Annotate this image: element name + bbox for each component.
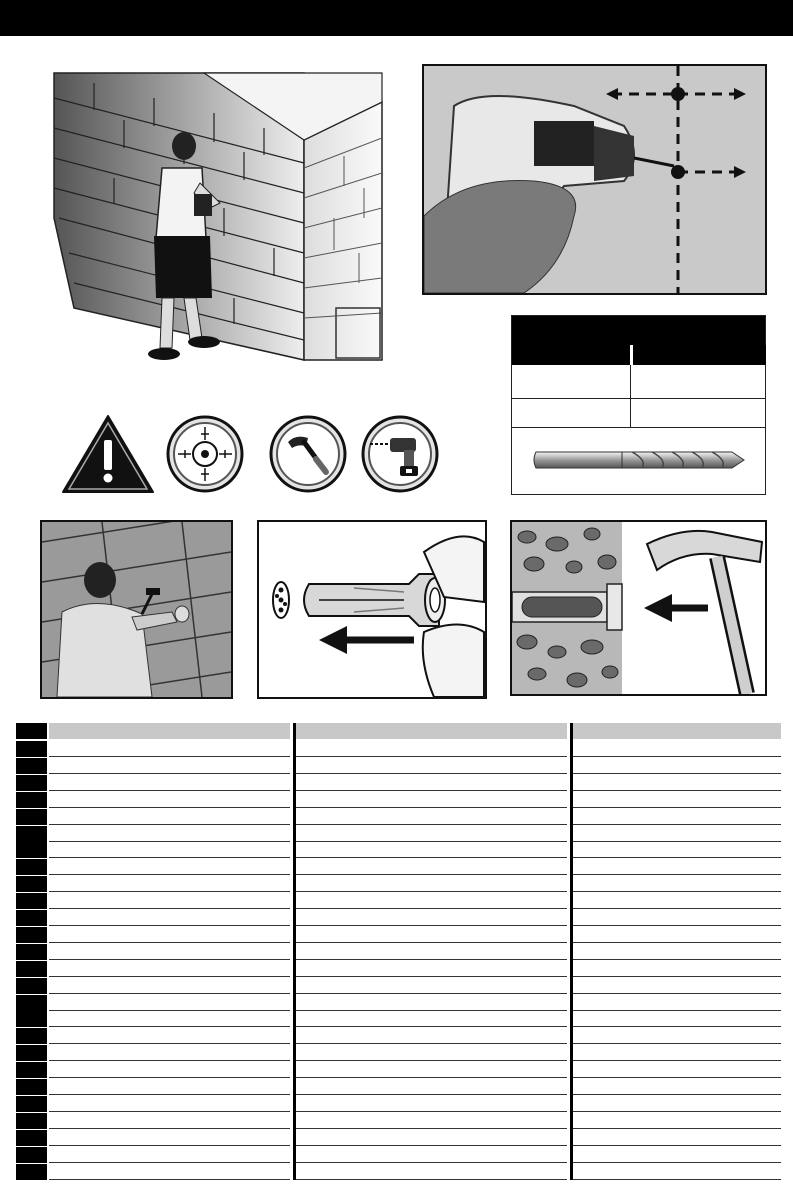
spec-column-header-2 — [633, 345, 766, 365]
part-number — [16, 1113, 47, 1129]
drill-spec-table — [511, 315, 766, 495]
table-row — [16, 1062, 781, 1079]
part-number — [16, 826, 47, 842]
spec-cell — [631, 371, 765, 399]
part-cell — [296, 842, 567, 858]
part-cell — [573, 1096, 781, 1112]
part-cell — [296, 1096, 567, 1112]
level-target-icon — [165, 414, 245, 494]
part-cell — [573, 961, 781, 977]
table-row — [16, 1028, 781, 1045]
part-cell — [296, 1113, 567, 1129]
part-cell — [573, 826, 781, 842]
part-cell — [296, 1028, 567, 1044]
table-row — [16, 1079, 781, 1096]
part-cell — [49, 1130, 290, 1146]
part-number — [16, 1147, 47, 1163]
part-cell — [49, 1096, 290, 1112]
table-row — [16, 1045, 781, 1062]
part-cell — [573, 792, 781, 808]
part-cell — [573, 1113, 781, 1129]
warning-triangle-icon — [60, 413, 156, 495]
table-row — [16, 876, 781, 893]
part-cell — [573, 927, 781, 943]
part-cell — [573, 1164, 781, 1180]
part-cell — [573, 995, 781, 1011]
part-cell — [296, 893, 567, 909]
part-number — [16, 927, 47, 943]
part-cell — [296, 1130, 567, 1146]
parts-column-header — [573, 723, 781, 739]
table-row — [16, 1011, 781, 1028]
part-cell — [296, 775, 567, 791]
part-cell — [573, 859, 781, 875]
spec-column-header-1 — [512, 345, 630, 365]
part-cell — [573, 1079, 781, 1095]
part-cell — [296, 1011, 567, 1027]
part-cell — [49, 1045, 290, 1061]
part-cell — [573, 741, 781, 757]
part-cell — [296, 859, 567, 875]
parts-column-header — [49, 723, 290, 739]
part-cell — [573, 1062, 781, 1078]
part-cell — [49, 893, 290, 909]
part-number — [16, 893, 47, 909]
table-row — [16, 978, 781, 995]
table-row — [16, 1164, 781, 1181]
part-number — [16, 809, 47, 825]
part-number — [16, 758, 47, 774]
spec-cell — [512, 400, 630, 428]
part-cell — [49, 859, 290, 875]
part-cell — [573, 1045, 781, 1061]
part-cell — [296, 1164, 567, 1180]
part-cell — [573, 1147, 781, 1163]
part-cell — [296, 876, 567, 892]
part-number — [16, 910, 47, 926]
part-cell — [296, 1045, 567, 1061]
part-number — [16, 1096, 47, 1112]
part-cell — [49, 1113, 290, 1129]
part-cell — [49, 944, 290, 960]
part-cell — [49, 1147, 290, 1163]
parts-header-row — [16, 723, 781, 740]
table-row — [16, 927, 781, 944]
part-cell — [573, 910, 781, 926]
table-row — [16, 961, 781, 978]
part-cell — [296, 944, 567, 960]
part-cell — [296, 1147, 567, 1163]
part-cell — [573, 809, 781, 825]
part-cell — [573, 842, 781, 858]
part-cell — [296, 978, 567, 994]
table-row — [16, 826, 781, 843]
part-cell — [49, 809, 290, 825]
part-cell — [296, 758, 567, 774]
part-number — [16, 859, 47, 875]
part-cell — [49, 758, 290, 774]
parts-column-header — [296, 723, 567, 739]
table-row — [16, 741, 781, 758]
table-row — [16, 944, 781, 961]
header-title — [0, 10, 10, 26]
part-cell — [296, 910, 567, 926]
part-cell — [49, 1164, 290, 1180]
part-number — [16, 1079, 47, 1095]
part-number — [16, 1062, 47, 1078]
part-number — [16, 944, 47, 960]
part-cell — [296, 792, 567, 808]
part-cell — [296, 995, 567, 1011]
part-cell — [296, 826, 567, 842]
part-cell — [49, 1011, 290, 1027]
part-cell — [573, 893, 781, 909]
illustration-inserting-plug — [257, 520, 487, 699]
part-cell — [296, 741, 567, 757]
part-number — [16, 1130, 47, 1146]
part-cell — [49, 1062, 290, 1078]
spec-table-header — [512, 316, 765, 345]
part-cell — [49, 1079, 290, 1095]
spec-cell — [631, 400, 765, 428]
table-row — [16, 995, 781, 1012]
illustration-wall-drilling — [24, 68, 384, 380]
part-number — [16, 792, 47, 808]
illustration-hammering-wall — [40, 520, 233, 699]
part-cell — [296, 961, 567, 977]
parts-num-header — [16, 723, 47, 739]
part-cell — [573, 1028, 781, 1044]
table-row — [16, 842, 781, 859]
hammer-icon — [268, 414, 348, 494]
part-number — [16, 842, 47, 858]
part-cell — [573, 1011, 781, 1027]
part-cell — [49, 1028, 290, 1044]
part-cell — [296, 1079, 567, 1095]
part-number — [16, 1011, 47, 1027]
part-cell — [49, 876, 290, 892]
part-cell — [49, 995, 290, 1011]
parts-list-table — [16, 723, 781, 1180]
part-number — [16, 995, 47, 1011]
drill-bit-icon — [532, 446, 747, 474]
part-number — [16, 1164, 47, 1180]
table-row — [16, 792, 781, 809]
part-cell — [296, 809, 567, 825]
part-number — [16, 1028, 47, 1044]
part-cell — [49, 792, 290, 808]
table-row — [16, 1113, 781, 1130]
part-cell — [573, 876, 781, 892]
part-cell — [296, 1062, 567, 1078]
illustration-drill-marking — [422, 64, 767, 295]
part-number — [16, 1045, 47, 1061]
part-number — [16, 978, 47, 994]
part-cell — [49, 978, 290, 994]
part-cell — [49, 741, 290, 757]
drill-icon — [360, 414, 440, 494]
part-cell — [573, 758, 781, 774]
illustration-hammer-plug — [510, 520, 767, 696]
part-number — [16, 876, 47, 892]
part-cell — [49, 775, 290, 791]
part-cell — [573, 1130, 781, 1146]
part-cell — [573, 944, 781, 960]
spec-cell — [512, 371, 630, 399]
table-row — [16, 758, 781, 775]
part-number — [16, 961, 47, 977]
table-row — [16, 1147, 781, 1164]
part-cell — [49, 927, 290, 943]
table-row — [16, 809, 781, 826]
part-cell — [296, 927, 567, 943]
table-row — [16, 910, 781, 927]
spec-table-title — [512, 323, 518, 337]
part-cell — [49, 961, 290, 977]
table-row — [16, 1096, 781, 1113]
table-row — [16, 893, 781, 910]
part-number — [16, 741, 47, 757]
table-row — [16, 859, 781, 876]
header-bar — [0, 0, 793, 36]
table-row — [16, 775, 781, 792]
part-cell — [573, 978, 781, 994]
part-number — [16, 775, 47, 791]
part-cell — [49, 910, 290, 926]
part-cell — [49, 842, 290, 858]
part-cell — [573, 775, 781, 791]
table-row — [16, 1130, 781, 1147]
part-cell — [49, 826, 290, 842]
